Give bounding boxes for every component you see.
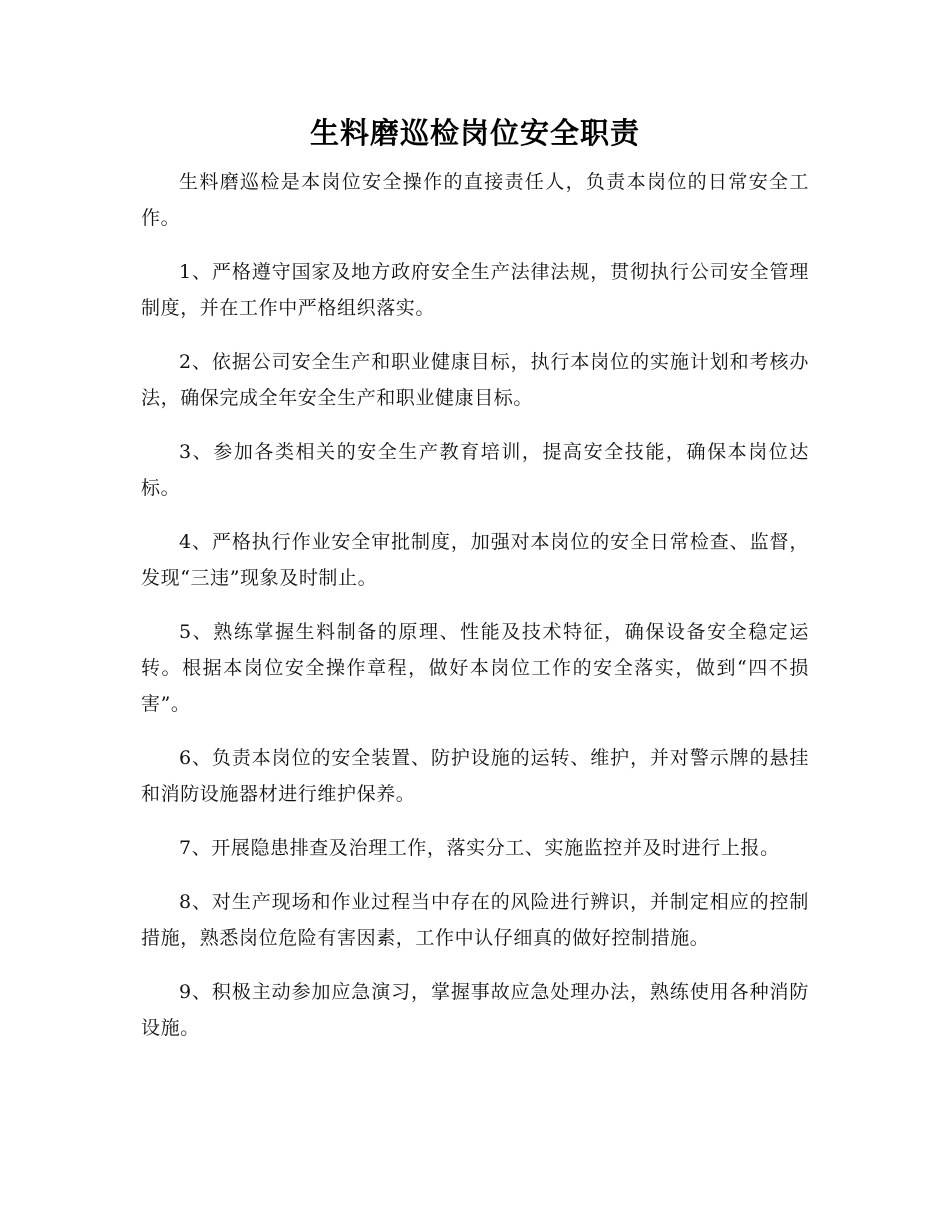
duty-item-1: 1、严格遵守国家及地方政府安全生产法律法规，贯彻执行公司安全管理制度，并在工作中严格组织落实。	[141, 261, 809, 319]
intro-paragraph: 生料磨巡检是本岗位安全操作的直接责任人，负责本岗位的日常安全工作。	[141, 171, 809, 229]
duty-item-5: 5、熟练掌握生料制备的原理、性能及技术特征，确保设备安全稳定运转。根据本岗位安全操作章程，做好本岗位工作的安全落实，做到“四不损害”。	[141, 621, 809, 715]
duty-item-4: 4、严格执行作业安全审批制度，加强对本岗位的安全日常检查、监督，发现“三违”现象及时制止。	[141, 531, 809, 589]
duty-item-2: 2、依据公司安全生产和职业健康目标，执行本岗位的实施计划和考核办法，确保完成全年安全生产和职业健康目标。	[141, 351, 809, 409]
document-title: 生料磨巡检岗位安全职责	[309, 116, 640, 150]
document-body	[141, 164, 809, 1064]
duty-item-9: 9、积极主动参加应急演习，掌握事故应急处理办法，熟练使用各种消防设施。	[141, 981, 809, 1039]
duty-item-8: 8、对生产现场和作业过程当中存在的风险进行辨识，并制定相应的控制措施，熟悉岗位危险有害因素，工作中认仔细真的做好控制措施。	[141, 891, 809, 949]
duty-item-3: 3、参加各类相关的安全生产教育培训，提高安全技能，确保本岗位达标。	[141, 441, 809, 499]
duty-item-7: 7、开展隐患排查及治理工作，落实分工、实施监控并及时进行上报。	[179, 837, 780, 859]
duty-item-6: 6、负责本岗位的安全装置、防护设施的运转、维护，并对警示牌的悬挂和消防设施器材进行维护保养。	[141, 747, 809, 805]
